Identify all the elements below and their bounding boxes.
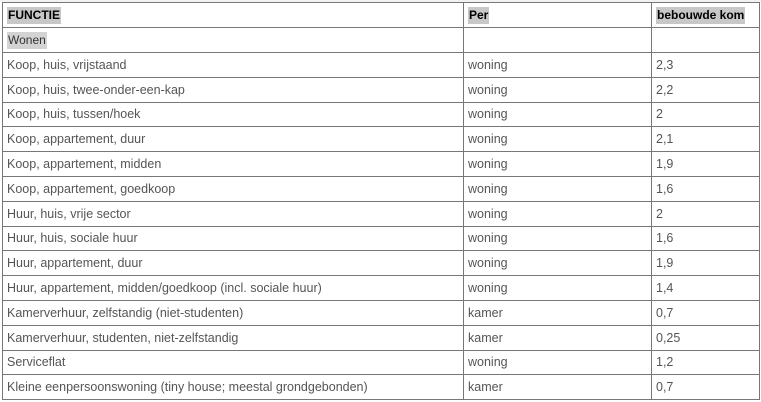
table-row: [3, 325, 760, 350]
per-cell: kamer: [464, 300, 652, 325]
header-cell-functie: FUNCTIE: [3, 3, 464, 28]
per-cell: woning: [464, 251, 652, 276]
per-cell: woning: [464, 350, 652, 375]
per-cell: woning: [464, 276, 652, 301]
per-cell: kamer: [464, 325, 652, 350]
functie-cell: Huur, appartement, duur: [3, 251, 464, 276]
functie-cell: Kamerverhuur, studenten, niet-zelfstandig: [3, 325, 464, 350]
functie-cell: Koop, appartement, duur: [3, 127, 464, 152]
functie-cell: Koop, huis, tussen/hoek: [3, 102, 464, 127]
table-row: [3, 127, 760, 152]
value-cell: 2,2: [652, 77, 760, 102]
table-row: [3, 251, 760, 276]
header-cell-per: Per: [464, 3, 652, 28]
value-cell: 2: [652, 201, 760, 226]
per-cell: woning: [464, 127, 652, 152]
per-cell: kamer: [464, 375, 652, 400]
section-label-cell: Wonen: [3, 28, 464, 53]
functie-cell: Kamerverhuur, zelfstandig (niet-studenten): [3, 300, 464, 325]
functie-cell: Koop, huis, twee-onder-een-kap: [3, 77, 464, 102]
table-row: [3, 276, 760, 301]
functie-cell: Huur, huis, vrije sector: [3, 201, 464, 226]
per-cell: woning: [464, 152, 652, 177]
per-cell: woning: [464, 77, 652, 102]
value-cell: 2: [652, 102, 760, 127]
functie-cell: Koop, huis, vrijstaand: [3, 53, 464, 78]
value-cell: 0,25: [652, 325, 760, 350]
table-row: [3, 53, 760, 78]
parking-norms-table: [2, 2, 760, 400]
per-cell: woning: [464, 176, 652, 201]
value-cell: 1,9: [652, 251, 760, 276]
per-cell: woning: [464, 53, 652, 78]
section-empty-cell: [464, 28, 652, 53]
value-cell: 1,2: [652, 350, 760, 375]
value-cell: 2,3: [652, 53, 760, 78]
table-row: [3, 375, 760, 400]
section-row-wonen: [3, 28, 760, 53]
table-row: [3, 77, 760, 102]
table-row: [3, 102, 760, 127]
table-row: [3, 226, 760, 251]
table-row: [3, 176, 760, 201]
value-cell: 1,4: [652, 276, 760, 301]
header-cell-bebouwde-kom: bebouwde kom: [652, 3, 760, 28]
table-row: [3, 350, 760, 375]
functie-cell: Serviceflat: [3, 350, 464, 375]
functie-cell: Huur, appartement, midden/goedkoop (incl. sociale huur): [3, 276, 464, 301]
functie-cell: Koop, appartement, goedkoop: [3, 176, 464, 201]
table-header-row: [3, 3, 760, 28]
value-cell: 0,7: [652, 375, 760, 400]
functie-cell: Huur, huis, sociale huur: [3, 226, 464, 251]
per-cell: woning: [464, 102, 652, 127]
section-empty-cell: [652, 28, 760, 53]
per-cell: woning: [464, 201, 652, 226]
table-row: [3, 152, 760, 177]
value-cell: 1,6: [652, 226, 760, 251]
table-row: [3, 300, 760, 325]
value-cell: 2,1: [652, 127, 760, 152]
functie-cell: Kleine eenpersoonswoning (tiny house; meestal grondgebonden): [3, 375, 464, 400]
per-cell: woning: [464, 226, 652, 251]
functie-cell: Koop, appartement, midden: [3, 152, 464, 177]
value-cell: 1,9: [652, 152, 760, 177]
table-row: [3, 201, 760, 226]
value-cell: 0,7: [652, 300, 760, 325]
value-cell: 1,6: [652, 176, 760, 201]
